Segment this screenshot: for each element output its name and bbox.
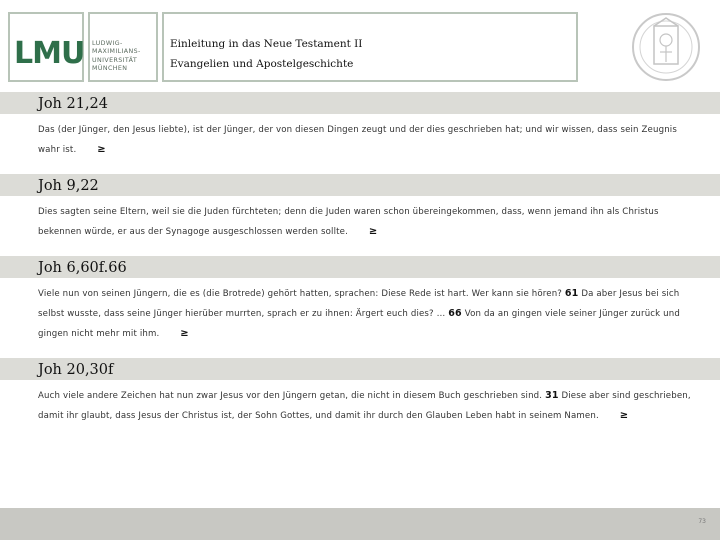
university-line-4: MÜNCHEN [92, 65, 128, 73]
verse-text-part: Da aber Jesus bei sich selbst wusste, dass seine Jünger hierüber murrten, sprach er zu ihnen: Ärgert euch dies? … [38, 289, 680, 319]
university-seal-icon [626, 12, 706, 82]
verse-text-part: Dies sagten seine Eltern, weil sie die Juden fürchteten; denn die Juden waren schon übereingekommen, dass, wenn jemand ihn als Christus bekennen würde, er aus der Synagoge ausgeschlossen werden sollte. [38, 207, 659, 237]
verse-number: 66 [448, 308, 462, 319]
university-line-2: MAXIMILIANS- [92, 48, 141, 56]
bible-reference: Joh 21,24 [38, 96, 109, 112]
more-link[interactable]: ≥ [97, 144, 106, 155]
slide-footer [0, 508, 720, 540]
university-line-1: LUDWIG- [92, 40, 123, 47]
bible-reference: Joh 20,30f [38, 362, 114, 378]
more-link[interactable]: ≥ [619, 410, 629, 421]
bible-passage-2 [0, 174, 720, 242]
lecture-title: Einleitung in das Neue Testament II [170, 38, 363, 50]
page-number: 73 [698, 518, 706, 525]
verse-text-part: Diese aber sind geschrieben, damit ihr glaubt, dass Jesus der Christus ist, der Sohn Gottes, und damit ihr durch den Glauben Leben habt in seinem Namen. [38, 391, 691, 421]
verse-text [38, 120, 698, 160]
bible-passage-1 [0, 92, 720, 160]
bible-reference: Joh 9,22 [38, 178, 99, 194]
verse-text [38, 202, 698, 242]
reference-band [0, 92, 720, 114]
more-link[interactable]: ≥ [368, 226, 378, 237]
verse-number: 61 [564, 288, 579, 299]
bible-passage-3 [0, 256, 720, 344]
slide-header [0, 0, 720, 92]
verse-text-part: Von da an gingen viele seiner Jünger zurück und gingen nicht mehr mit ihm. [38, 309, 680, 339]
more-link[interactable]: ≥ [180, 328, 189, 339]
university-name [92, 40, 141, 74]
verse-text [38, 284, 698, 344]
university-line-3: UNIVERSITÄT [92, 56, 138, 64]
verse-text-part: Viele nun von seinen Jüngern, die es (die Brotrede) gehört hatten, sprachen: Diese Rede ist hart. Wer kann sie hören? [38, 289, 563, 299]
reference-band [0, 256, 720, 278]
bible-passage-4 [0, 358, 720, 426]
verse-number: 31 [545, 390, 559, 401]
bible-reference: Joh 6,60f.66 [38, 260, 127, 276]
verse-text-part: Das (der Jünger, den Jesus liebte), ist der Jünger, der von diesen Dingen zeugt und der dies geschrieben hat; und wir wissen, dass sein Zeugnis wahr ist. [38, 125, 677, 155]
lmu-logo-text: LMU [14, 36, 85, 71]
verse-text [38, 386, 698, 426]
reference-band [0, 358, 720, 380]
verse-text-part: Auch viele andere Zeichen hat nun zwar Jesus vor den Jüngern getan, die nicht in diesem Buch geschrieben sind. [38, 391, 543, 401]
slide-content [0, 92, 720, 508]
reference-band [0, 174, 720, 196]
lecture-subtitle: Evangelien und Apostelgeschichte [170, 58, 354, 70]
